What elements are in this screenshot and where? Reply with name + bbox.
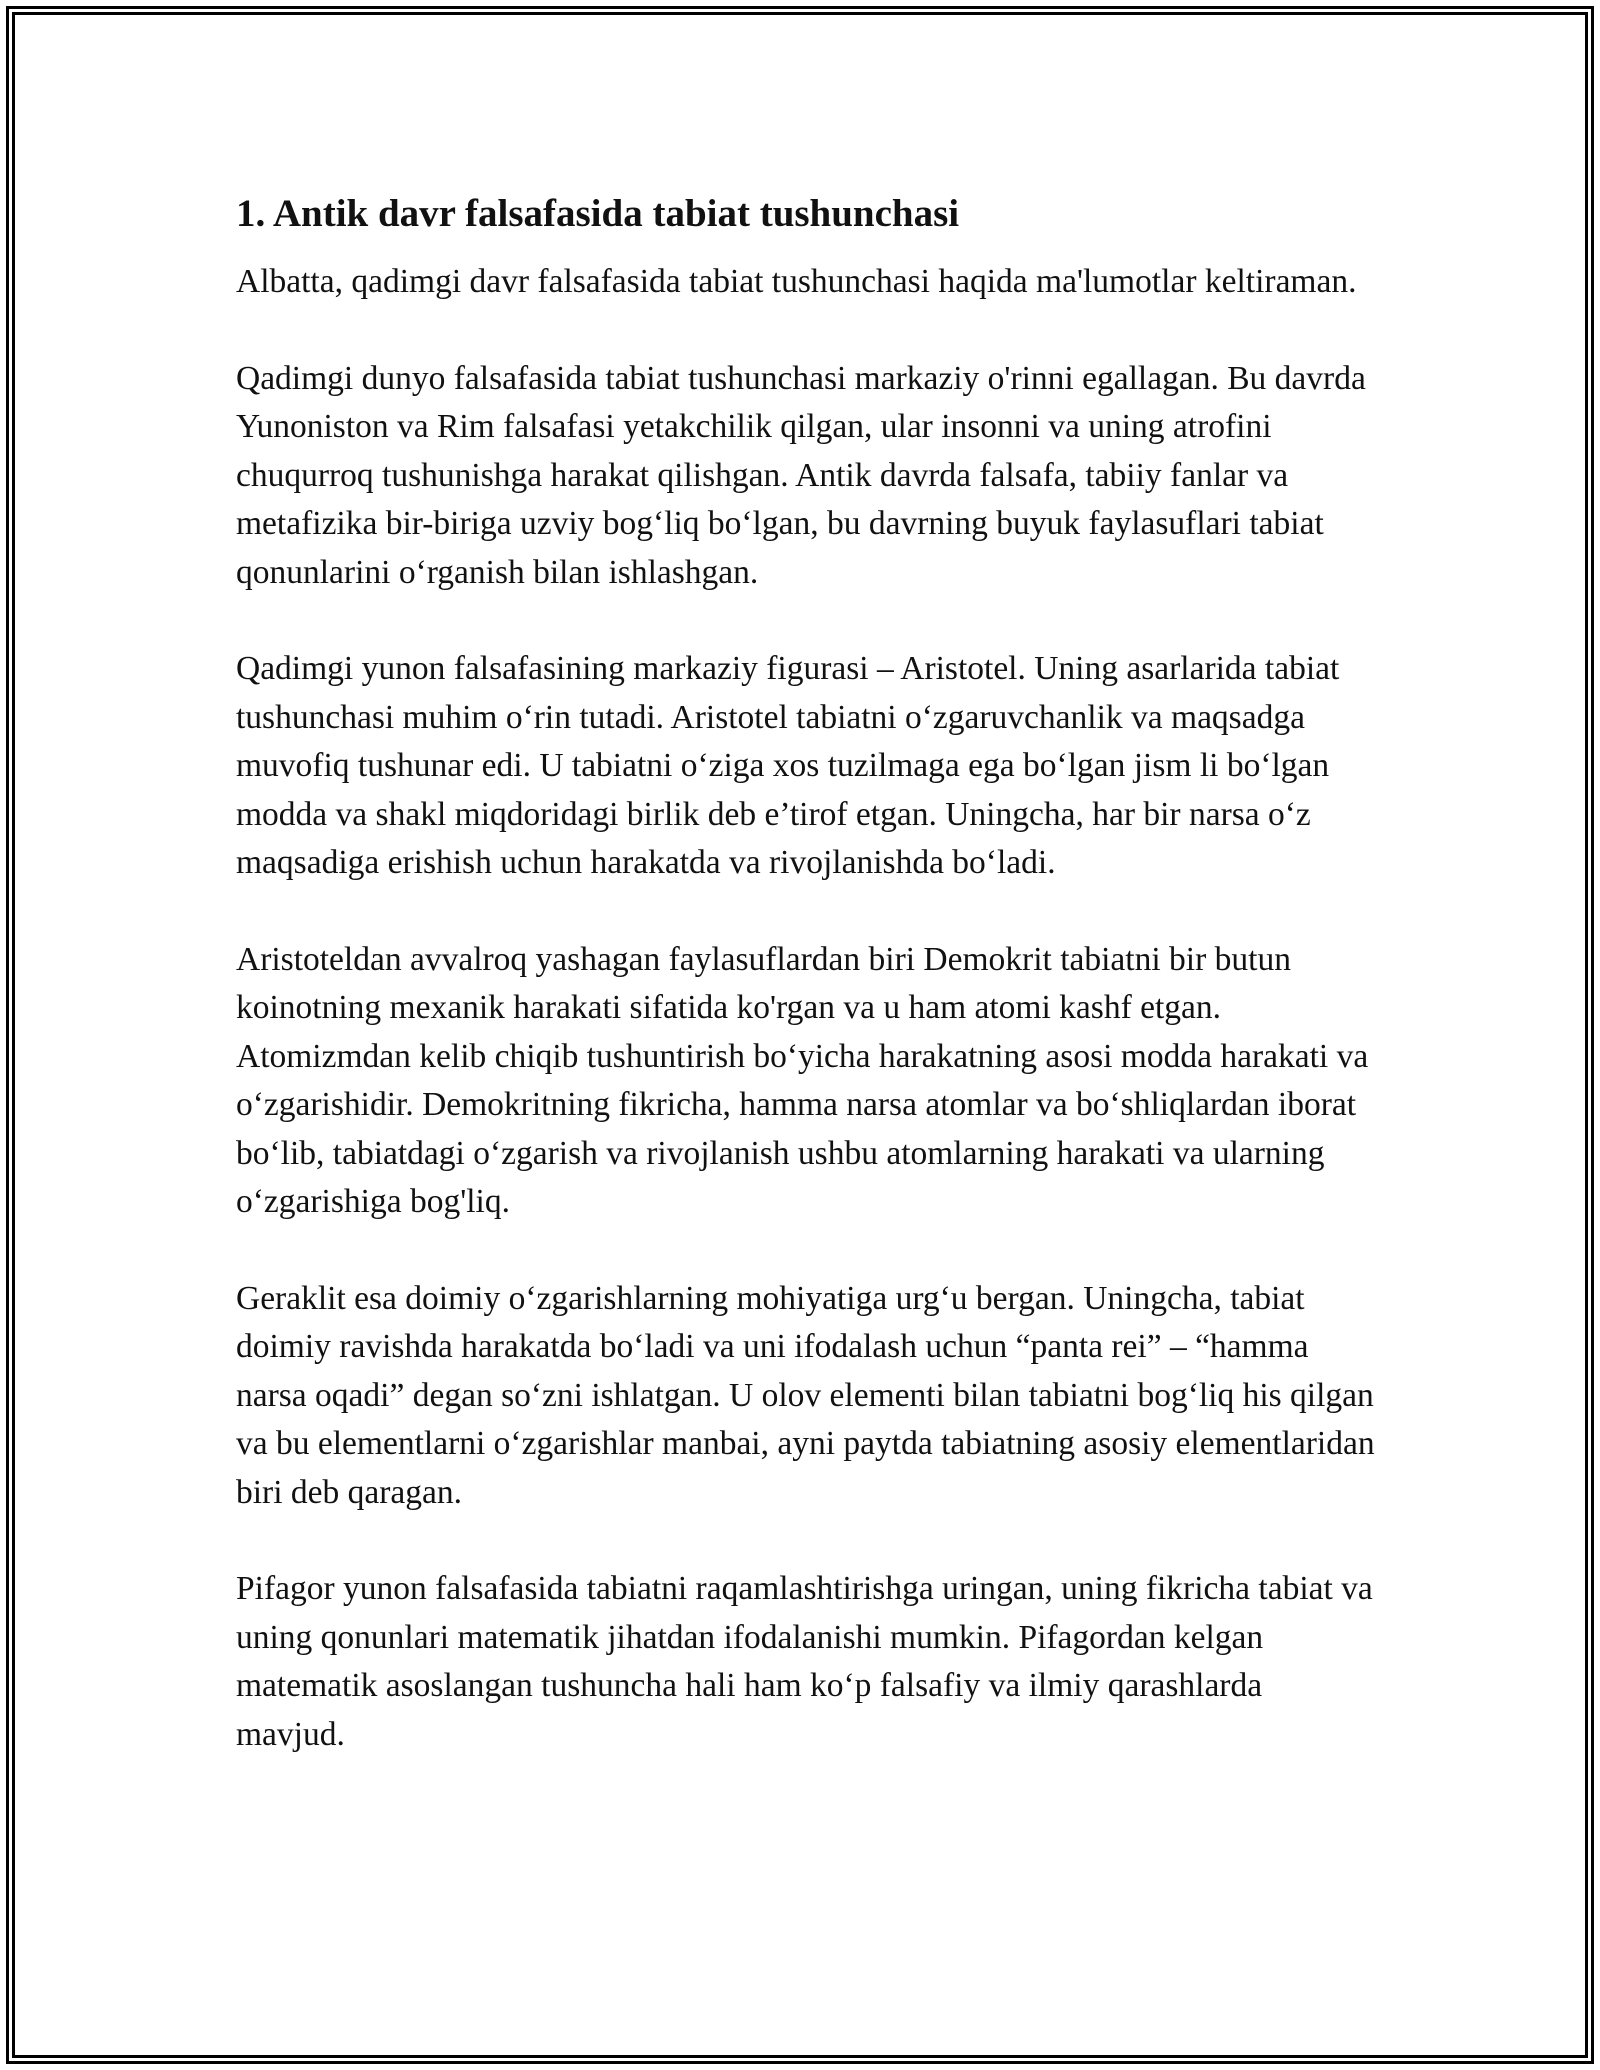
paragraph-aristotle: Qadimgi yunon falsafasining markaziy figurasi – Aristotel. Uning asarlarida tabiat tushunchasi muhim o‘rin tutadi. Aristotel tabiatni o‘zgaruvchanlik va maqsadga muvofiq tushunar edi. U tabiatni o‘ziga xos tuzilmaga ega bo‘lgan jism li bo‘lgan modda va shakl miqdoridagi birlik deb e’tirof etgan. Uningcha, har bir narsa o‘z maqsadiga erishish uchun harakatda va rivojlanishda bo‘ladi.	[236, 650, 1340, 881]
paragraph-ancient-world: Qadimgi dunyo falsafasida tabiat tushunchasi markaziy o'rinni egallagan. Bu davrda Yunoniston va Rim falsafasi yetakchilik qilgan, ular insonni va uning atrofini chuqurroq tushunishga harakat qilishgan. Antik davrda falsafa, tabiiy fanlar va metafizika bir-biriga uzviy bog‘liq bo‘lgan, bu davrning buyuk faylasuflari tabiat qonunlarini o‘rganish bilan ishlashgan.	[236, 359, 1366, 591]
paragraph-heraclitus: Geraklit esa doimiy o‘zgarishlarning mohiyatiga urg‘u bergan. Uningcha, tabiat doimiy ravishda harakatda bo‘ladi va uni ifodalash uchun “panta rei” – “hamma narsa oqadi” degan so‘zni ishlatgan. U olov elementi bilan tabiatni bog‘liq his qilgan va bu elementlarni o‘zgarishlar manbai, ayni paytda tabiatning asosiy elementlaridan biri deb qaragan.	[236, 1279, 1375, 1511]
paragraph-intro: Albatta, qadimgi davr falsafasida tabiat tushunchasi haqida ma'lumotlar keltiraman.	[236, 263, 1357, 300]
paragraph-democritus: Aristoteldan avvalroq yashagan faylasuflardan biri Demokrit tabiatni bir butun koinotning mexanik harakati sifatida ko'rgan va u ham atomi kashf etgan. Atomizmdan kelib chiqib tushuntirish bo‘yicha harakatning asosi modda harakati va o‘zgarishidir. Demokritning fikricha, hamma narsa atomlar va bo‘shliqlardan iborat bo‘lib, tabiatdagi o‘zgarish va rivojlanish ushbu atomlarning harakati va ularning o‘zgarishiga bog'liq.	[236, 940, 1369, 1220]
paragraph-list	[236, 258, 1376, 1759]
document-body	[236, 188, 1376, 1807]
document-title: 1. Antik davr falsafasida tabiat tushunchasi	[236, 192, 960, 235]
paragraph-pythagoras: Pifagor yunon falsafasida tabiatni raqamlashtirishga uringan, uning fikricha tabiat va uning qonunlari matematik jihatdan ifodalanishi mumkin. Pifagordan kelgan matematik asoslangan tushuncha hali ham ko‘p falsafiy va ilmiy qarashlarda mavjud.	[236, 1570, 1373, 1753]
